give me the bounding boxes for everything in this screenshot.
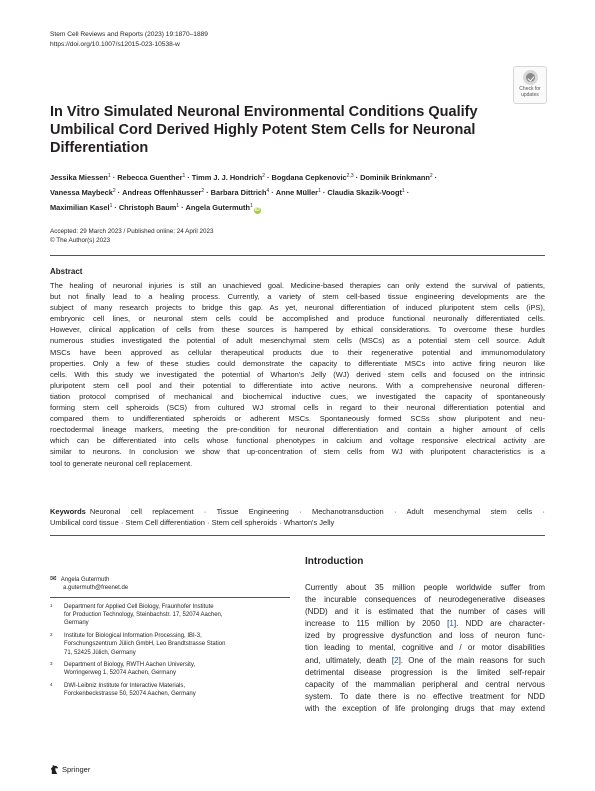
author-name[interactable]: Christoph Baum [118,203,177,212]
keywords-line [50,506,545,517]
affiliations [50,603,290,703]
author-affiliation-ref: 2 [429,173,433,179]
publisher-logo [50,764,90,775]
keywords-section [50,506,545,528]
introduction-text: ]. One of the main reasons for such [398,655,545,665]
corresponding-author-name: Angela Gutermuth [60,577,110,583]
corresponding-email[interactable]: a.gutermuth@freenet.de [63,585,129,591]
introduction-text: increase to 115 million by 2050 [ [305,619,450,629]
publisher-name: Springer [62,765,91,774]
title-line: In Vitro Simulated Neuronal Environmental Conditions Qualify [50,104,478,120]
orcid-icon[interactable]: iD [254,207,260,213]
author-name[interactable]: Claudia Skazik-Voogt [327,188,402,197]
abstract-line: MSCs have been approved as cellular therapeutical products due to their regenerative potential and immunomodulatory [50,347,545,357]
author-affiliation-ref: 2 [112,188,116,194]
author-affiliation-ref: 1 [182,173,186,179]
introduction-text: detrimental disease progression is the limited self-repair [305,667,545,677]
author-name[interactable]: Dominik Brinkmann [360,173,430,182]
divider [50,597,290,598]
author-name[interactable]: Anne Müller [275,188,319,197]
keywords-label: Keywords [50,507,86,516]
abstract-line: numerous studies investigated the potential of adult mesenchymal stem cells (MSCs) as a potential stem cell source. Adult [50,336,545,346]
author-name[interactable]: Barbara Dittrich [210,188,267,197]
affiliation-line: 71, 52425 Jülich, Germany [64,649,136,656]
affiliation-line: for Production Technology, Steinbachstr. 17, 52074 Aachen, [64,612,223,619]
author-separator: · [322,188,326,197]
abstract-line: similar to neurons. In conclusion we show that up-concentration of stem cells from WJ with pluripotent characteristics is a [50,447,545,457]
divider [50,255,545,256]
author-affiliation-ref: 1 [109,203,113,209]
introduction-text: ]. NDD are character- [453,619,545,629]
author-line [50,170,545,185]
check-updates-line2: updates [521,92,539,98]
introduction-line [305,642,545,654]
affiliation-line: Forckenbeckstrasse 50, 52074 Aachen, Germany [64,691,196,698]
introduction-heading: Introduction [305,556,364,567]
abstract-line: cells. With this study we investigated the potential of Wharton's Jelly (WJ) derived stem cells and focused on the intrinsic [50,369,545,379]
introduction-text: with the exception of life prolonging drugs that may extend [305,703,545,713]
author-affiliation-ref: 1 [107,173,111,179]
author-separator: · [406,188,410,197]
affiliation-item [50,682,290,698]
affiliation-number: 1 [50,603,53,608]
author-separator: · [114,203,117,212]
author-line [50,185,545,200]
introduction-text: the incurable consequences of neurodegenerative diseases [305,595,545,605]
author-list [50,170,545,215]
introduction-line [305,703,545,715]
author-affiliation-ref: 1 [176,203,180,209]
author-name[interactable]: Rebecca Guenther [117,173,183,182]
author-affiliation-ref: 2,3 [346,173,354,179]
introduction-line [305,630,545,642]
author-name[interactable]: Maximilian Kasel [50,203,110,212]
abstract-line: tiation protocol comprised of mechanical and biochemical inductive cues, we investigated the capacity of spontaneously [50,391,545,401]
author-affiliation-ref: 1 [318,188,321,194]
author-affiliation-ref: 4 [266,188,270,194]
author-line [50,200,545,215]
author-separator: · [355,173,359,182]
keywords-line: Umbilical cord tissue · Stem Cell differentiation · Stem cell spheroids · Wharton's Jelly [50,518,335,528]
title-line: Differentiation [50,140,149,156]
author-affiliation-ref: 2 [262,173,266,179]
author-separator: · [112,173,116,182]
abstract-heading: Abstract [50,267,83,276]
citation-link[interactable]: 2 [394,655,399,665]
journal-citation: Stem Cell Reviews and Reports (2023) 19:1870–1889 [50,31,208,38]
affiliation-item [50,661,290,677]
citation-link[interactable]: 1 [449,619,454,629]
introduction-text: and, ultimately, death [ [305,655,395,665]
introduction-text: tion leading to mental, cognitive and / or motor disabilities [305,643,545,653]
introduction-line [305,618,545,630]
introduction-text: (NDD) and it is estimated that the number of cases will [305,607,545,617]
check-updates-icon [523,70,538,85]
author-separator: · [271,188,274,197]
keywords-text: Neuronal cell replacement · Tissue Engineering · Mechanotransduction · Adult mesenchymal stem cells · [89,507,545,516]
author-affiliation-ref: 1 [250,203,253,209]
affiliation-line: Department of Biology, RWTH Aachen University, [64,662,196,669]
affiliation-number: 4 [50,682,53,688]
author-name[interactable]: Andreas Offenhäusser [122,188,202,197]
title-line: Umbilical Cord Derived Highly Potent Stem Cells for Neuronal [50,122,476,138]
affiliation-line: Germany [64,620,89,627]
abstract-line: However, clinical application of cells from these sources is hampered by ethical considerations. To overcome these hurdles [50,325,545,335]
introduction-line [305,691,545,703]
author-name[interactable]: Angela Gutermuth [185,203,251,212]
check-for-updates-badge[interactable] [513,66,547,104]
introduction-line [305,679,545,691]
affiliation-line: DWI-Leibniz Institute for Interactive Materials, [64,683,186,690]
abstract-line: embryonic cell lines, or neuronal stem cells could be accomplished and produce functional neuronally differentiated cells. [50,314,545,324]
introduction-text: system. To date there is no effective treatment for NDD [305,691,545,701]
check-updates-line1: Check for [519,86,541,92]
copyright-notice: © The Author(s) 2023 [50,237,111,244]
introduction-line [305,606,545,618]
envelope-icon: ✉ [50,574,57,583]
abstract-line: compared them to undifferentiated spheroids or adherent MSCs. Spontaneously formed SCSs show pluripotent and neu- [50,414,545,424]
author-separator: · [206,188,209,197]
article-title [50,103,490,157]
abstract-body [50,280,545,469]
introduction-text: ized by progressive dysfunction and loss of neuron func- [305,631,545,641]
introduction-text: Currently about 35 million people worldwide suffer from [305,583,545,592]
publication-dates [50,227,213,245]
affiliation-line: Institute for Biological Information Processing, IBI-3, [64,633,202,640]
author-name[interactable]: Timm J. J. Hondrich [191,173,263,182]
abstract-line: pluripotent stem cell pool and their potential to differentiate into active neurons. With a comprehensive neuronal differen- [50,380,545,390]
introduction-body [305,582,545,715]
doi-link[interactable]: https://doi.org/10.1007/s12015-023-10538-w [50,41,180,48]
affiliation-line: Forschungszentrum Jülich GmbH, Leo Brandtstrasse Station [64,641,226,648]
author-affiliation-ref: 1 [401,188,405,194]
divider [50,535,545,536]
accepted-published-dates: Accepted: 29 March 2023 / Published online: 24 April 2023 [50,228,214,235]
author-separator: · [434,173,438,182]
author-separator: · [117,188,121,197]
introduction-text: capacity of the mammalian peripheral and central nervous [305,679,545,689]
author-affiliation-ref: 2 [201,188,205,194]
affiliation-line: Worringerweg 1, 52074 Aachen, Germany [64,670,176,677]
abstract-line: roectodermal lineage markers, meeting the pre-condition for neuronal differentiation and contain a higher amount of cells [50,425,545,435]
abstract-line: which can be differentiated into cells whose functional phenotypes in calcium and voltage responsive electrical activity are [50,436,545,446]
correspondence [50,575,128,592]
journal-header [50,30,208,50]
affiliation-line: Department for Applied Cell Biology, Fraunhofer Institute [64,604,214,610]
abstract-line: but not finally lead to a healing process. Currently, a variety of stem cell-based tissue engineering developments are the [50,292,545,302]
introduction-line [305,594,545,606]
introduction-line [305,582,545,594]
abstract-line: tool to generate neuronal cell replacement. [50,458,193,468]
author-separator: · [181,203,184,212]
author-separator: · [187,173,190,182]
abstract-line: The healing of neuronal injuries is still an unachieved goal. Medicine-based therapies can only extend the survival of patients, [50,281,545,290]
abstract-line: forming stem cell spheroids (SCS) from cultured WJ stromal cells in regard to their neuronal differentiation potential and [50,403,545,413]
abstract-line: subject of many research projects to bridge this gap. As yet, neuronal differentiation of induced pluripotent stem cells (iPS), [50,303,545,313]
abstract-line: properties. Only a few of these studies could demonstrate the capacity to differentiate MSCs into active firing neuron like [50,358,545,368]
affiliation-number: 3 [50,661,53,667]
author-name[interactable]: Vanessa Maybeck [50,188,113,197]
author-name[interactable]: Jessika Miessen [50,173,108,182]
springer-horse-icon [50,764,59,775]
affiliation-item [50,603,290,628]
introduction-line [305,667,545,679]
introduction-line [305,655,545,667]
author-separator: · [267,173,270,182]
affiliation-number: 2 [50,632,53,638]
author-name[interactable]: Bogdana Cepkenovic [271,173,347,182]
affiliation-item [50,632,290,657]
